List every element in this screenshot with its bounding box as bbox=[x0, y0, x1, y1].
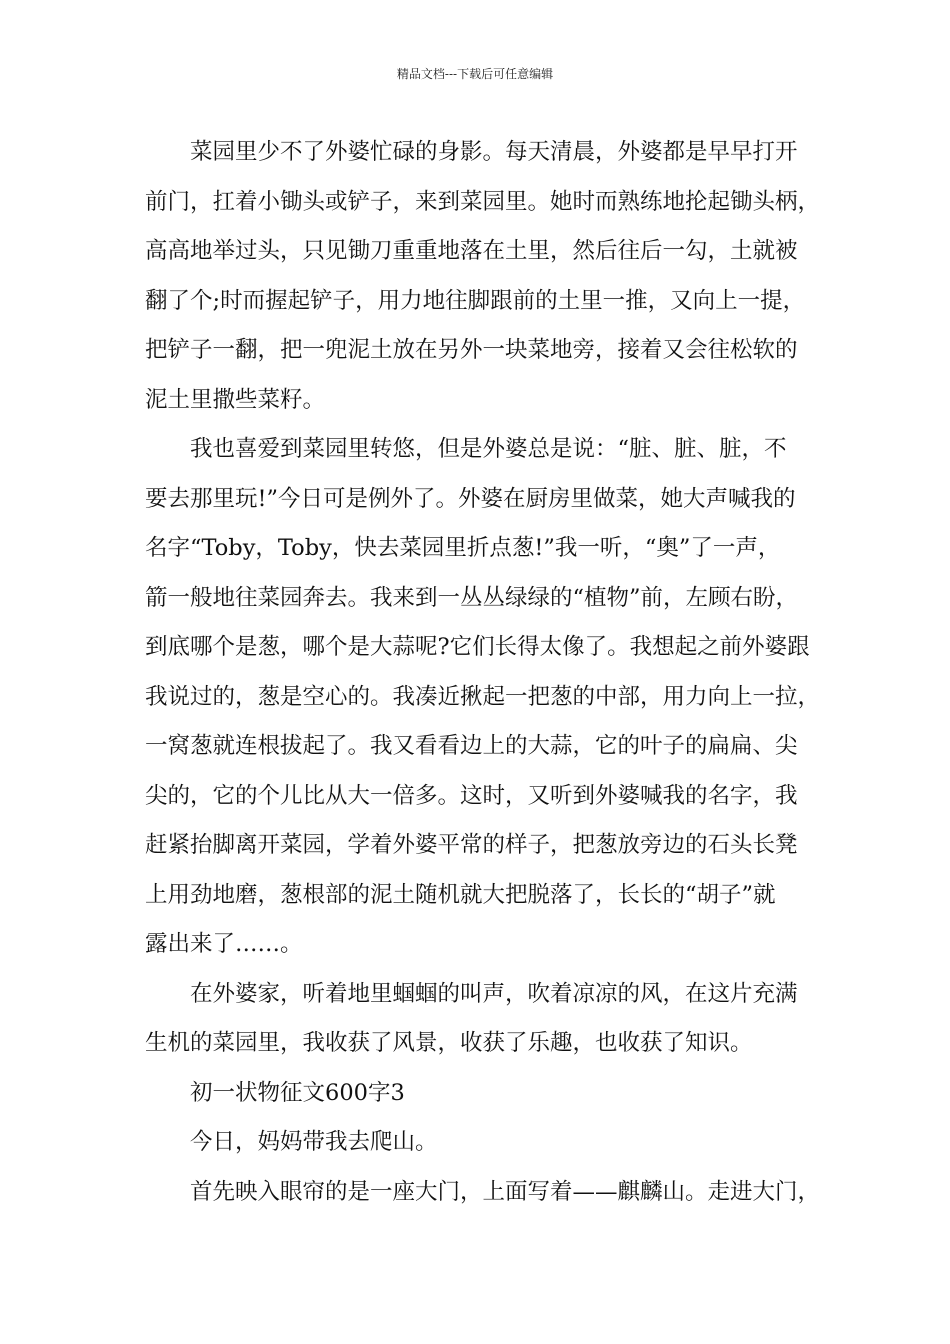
document-body bbox=[145, 128, 829, 1217]
text-line: 赶紧抬脚离开菜园，学着外婆平常的样子，把葱放旁边的石头长凳 bbox=[145, 832, 798, 858]
text-line: 要去那里玩!”今日可是例外了。外婆在厨房里做菜，她大声喊我的 bbox=[145, 485, 796, 512]
text-line: 首先映入眼帘的是一座大门，上面写着——麒麟山。走进大门， bbox=[190, 1178, 821, 1205]
text-line: 我说过的，葱是空心的。我凑近揪起一把葱的中部，用力向上一拉， bbox=[145, 683, 821, 710]
text-line: 尖的，它的个儿比从大一倍多。这时，又听到外婆喊我的名字，我 bbox=[145, 782, 798, 809]
text-line: 菜园里少不了外婆忙碌的身影。每天清晨，外婆都是早早打开 bbox=[190, 139, 798, 165]
text-line: 一窝葱就连根拔起了。我又看看边上的大蒜，它的叶子的扁扁、尖 bbox=[145, 733, 798, 759]
text-line: 到底哪个是葱，哪个是大蒜呢?它们长得太像了。我想起之前外婆跟 bbox=[145, 634, 810, 660]
text-line: 生机的菜园里，我收获了风景，收获了乐趣，也收获了知识。 bbox=[145, 1030, 753, 1056]
text-line: 初一状物征文600字3 bbox=[190, 1079, 405, 1106]
text-line: 翻了个;时而握起铲子，用力地往脚跟前的土里一推，又向上一提， bbox=[145, 287, 806, 314]
page-header: 精品文档---下载后可任意编辑 bbox=[396, 67, 554, 81]
text-line: 露出来了……。 bbox=[145, 931, 303, 957]
text-line: 箭一般地往菜园奔去。我来到一丛丛绿绿的“植物”前，左顾右盼， bbox=[145, 584, 799, 611]
text-line: 今日，妈妈带我去爬山。 bbox=[190, 1129, 438, 1155]
text-line: 上用劲地磨，葱根部的泥土随机就大把脱落了，长长的“胡子”就 bbox=[145, 881, 776, 908]
text-line: 在外婆家，听着地里蝈蝈的叫声，吹着凉凉的风，在这片充满 bbox=[190, 980, 798, 1007]
text-line: 我也喜爱到菜园里转悠，但是外婆总是说：“脏、脏、脏，不 bbox=[190, 436, 787, 462]
text-line: 泥土里撒些菜籽。 bbox=[145, 386, 326, 413]
text-line: 把铲子一翻，把一兜泥土放在另外一块菜地旁，接着又会往松软的 bbox=[145, 337, 798, 363]
text-line: 高高地举过头，只见锄刀重重地落在土里，然后往后一勾，土就被 bbox=[145, 238, 798, 264]
text-line: 前门，扛着小锄头或铲子，来到菜园里。她时而熟练地抡起锄头柄， bbox=[145, 188, 821, 215]
text-line: 名字“Toby，Toby，快去菜园里折点葱!”我一听，“奥”了一声， bbox=[145, 535, 781, 561]
